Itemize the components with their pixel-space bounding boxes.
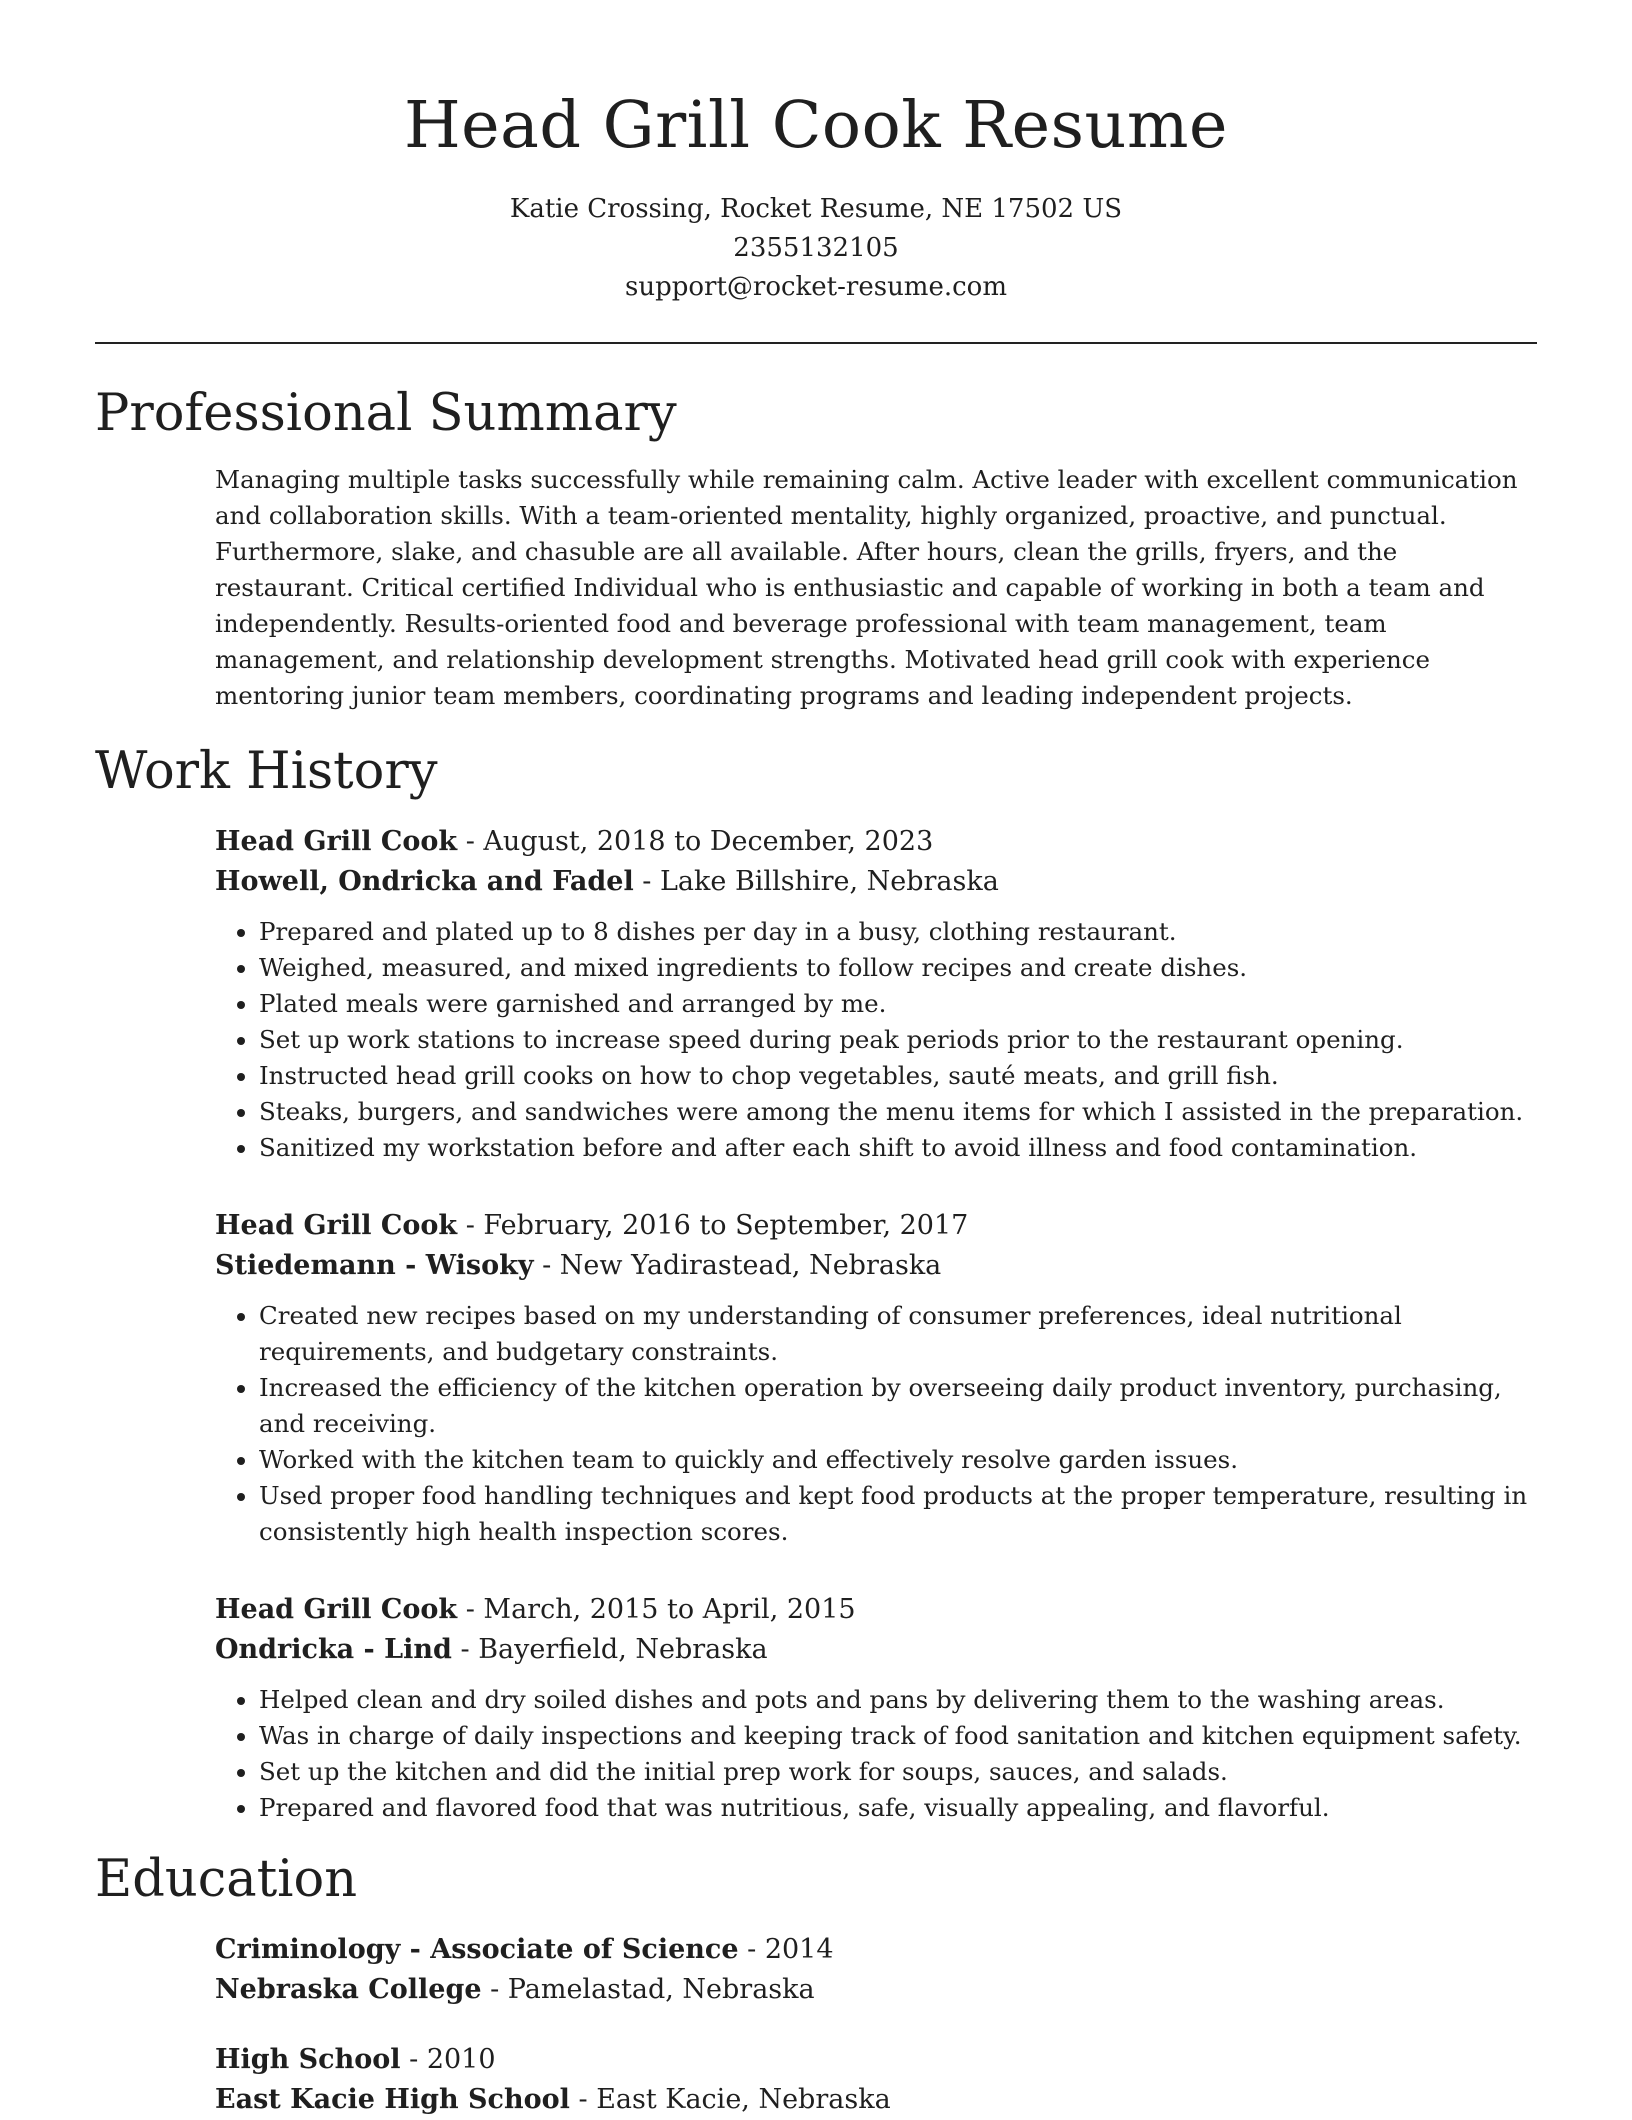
job-company-line [215,1630,1537,1670]
education-school-line [215,1970,1537,2010]
education-entry [215,1930,1537,2010]
education-degree-line [215,1930,1537,1970]
job-bullet: • Helped clean and dry soiled dishes and pots and pans by delivering them to the washing areas. [259,1682,1537,1718]
education-degree: High School [215,2044,401,2075]
contact-address: Katie Crossing, Rocket Resume, NE 17502 US [509,194,1123,224]
job-bullet: • Sanitized my workstation before and after each shift to avoid illness and food contamination. [259,1130,1537,1166]
job-location: - Bayerfield, Nebraska [451,1634,768,1665]
job-bullet: • Plated meals were garnished and arranged by me. [259,986,1537,1022]
job-bullets [215,914,1537,1166]
education-year: - 2014 [738,1934,834,1965]
contact-phone: 2355132105 [733,233,899,263]
job-title-line [215,822,1537,862]
work-history-heading: Work History [95,742,438,801]
education-heading: Education [95,1850,358,1909]
job-bullet: • Increased the efficiency of the kitchen operation by overseeing daily product inventory, purchasing, and receiving. [259,1370,1537,1442]
job-bullet: • Set up the kitchen and did the initial prep work for soups, sauces, and salads. [259,1754,1537,1790]
education-school-line [215,2080,1537,2120]
resume-header [95,0,1537,307]
education-list [95,1930,1537,2120]
job-bullet: • Prepared and plated up to 8 dishes per day in a busy, clothing restaurant. [259,914,1537,950]
job-dates: - February, 2016 to September, 2017 [457,1210,969,1241]
job-entry [215,1590,1537,1826]
work-history-list [95,822,1537,1826]
job-title-line [215,1590,1537,1630]
job-dates: - March, 2015 to April, 2015 [457,1594,856,1625]
job-bullets [215,1682,1537,1826]
job-company: Howell, Ondricka and Fadel [215,866,634,897]
job-title: Head Grill Cook [215,826,458,857]
job-bullet: • Used proper food handling techniques and kept food products at the proper temperature, resulting in consistently high health inspection scores. [259,1478,1537,1550]
job-company: Stiedemann - Wisoky [215,1250,534,1281]
job-title-line [215,1206,1537,1246]
job-location: - Lake Billshire, Nebraska [633,866,999,897]
job-bullet: • Instructed head grill cooks on how to chop vegetables, sauté meats, and grill fish. [259,1058,1537,1094]
education-degree-line [215,2040,1537,2080]
job-bullet: • Weighed, measured, and mixed ingredients to follow recipes and create dishes. [259,950,1537,986]
job-entry [215,1206,1537,1550]
job-bullet: • Was in charge of daily inspections and keeping track of food sanitation and kitchen equipment safety. [259,1718,1537,1754]
resume-title: Head Grill Cook Resume [404,88,1228,163]
job-entry [215,822,1537,1166]
education-school: Nebraska College [215,1974,482,2005]
summary-text: Managing multiple tasks successfully while remaining calm. Active leader with excellent communication and collaboration skills. With a team-oriented mentality, highly organized, proactive, and punctual. Furthermore, slake, and chasuble are all available. After hours, clean the grills, fryers, and the restaurant. Critical certified Individual who is enthusiastic and capable of working in both a team and independently. Results-oriented food and beverage professional with team management, team management, and relationship development strengths. Motivated head grill cook with experience mentoring junior team members, coordinating programs and leading independent projects. [215,465,1518,710]
job-location: - New Yadirastead, Nebraska [533,1250,942,1281]
job-bullet: • Prepared and flavored food that was nutritious, safe, visually appealing, and flavorful. [259,1790,1537,1826]
education-entry [215,2040,1537,2120]
summary-heading: Professional Summary [95,384,677,443]
education-year: - 2010 [400,2044,496,2075]
job-company-line [215,1246,1537,1286]
header-divider [95,342,1537,344]
job-dates: - August, 2018 to December, 2023 [457,826,934,857]
job-company: Ondricka - Lind [215,1634,452,1665]
education-degree: Criminology - Associate of Science [215,1934,739,1965]
contact-email: support@rocket-resume.com [624,272,1007,302]
education-location: - Pamelastad, Nebraska [481,1974,815,2005]
job-title: Head Grill Cook [215,1594,458,1625]
job-bullet: • Steaks, burgers, and sandwiches were among the menu items for which I assisted in the preparation. [259,1094,1537,1130]
contact-info [95,190,1537,307]
job-bullets [215,1298,1537,1550]
education-school: East Kacie High School [215,2084,570,2115]
job-bullet: • Worked with the kitchen team to quickly and effectively resolve garden issues. [259,1442,1537,1478]
education-location: - East Kacie, Nebraska [569,2084,891,2115]
job-bullet: • Set up work stations to increase speed during peak periods prior to the restaurant opening. [259,1022,1537,1058]
job-bullet: • Created new recipes based on my understanding of consumer preferences, ideal nutritional requirements, and budgetary constraints. [259,1298,1537,1370]
job-company-line [215,862,1537,902]
job-title: Head Grill Cook [215,1210,458,1241]
